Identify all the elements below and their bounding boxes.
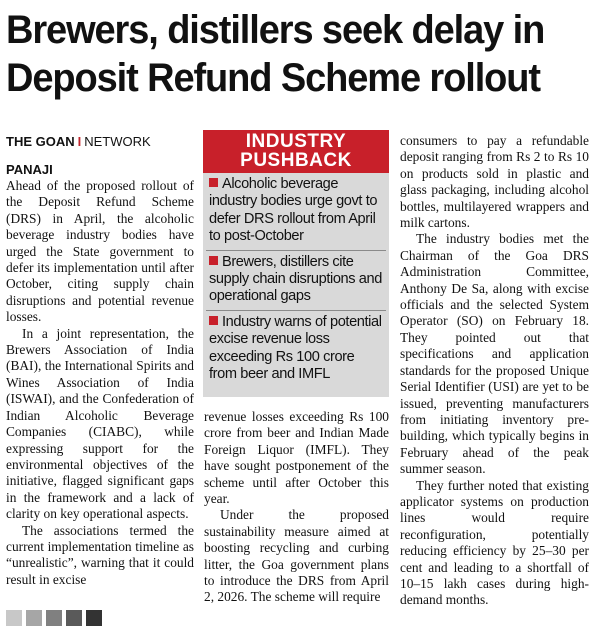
paragraph: They further noted that existing applicator systems on production lines would require reconfiguration, potentially reducing efficiency by 25–30 per cent and leading to a shortfall of 10–15 lakh cases during high-demand months. <box>400 477 589 608</box>
panel-item <box>203 251 389 310</box>
panel-item <box>203 311 389 388</box>
panel-heading-line-2: PUSHBACK <box>240 150 352 171</box>
panel-heading-line-1: INDUSTRY <box>245 131 347 152</box>
panel-item-text: Industry warns of potential excise revenue loss exceeding Rs 100 crore from beer and IMFL <box>209 313 382 383</box>
color-swatch <box>26 610 42 626</box>
byline-separator: I <box>77 134 82 149</box>
headline-line-2: Deposit Refund Scheme rollout <box>6 56 540 101</box>
square-bullet-icon <box>209 178 218 187</box>
industry-pushback-panel <box>203 130 389 397</box>
byline <box>6 134 151 150</box>
panel-item-text: Alcoholic beverage industry bodies urge govt to defer DRS rollout from April to post-October <box>209 176 378 245</box>
headline-line-1: Brewers, distillers seek delay in <box>6 8 545 53</box>
paragraph: The industry bodies met the Chairman of the Goa DRS Administration Committee, Anthony De Sa, along with excise officials and the selected System Operator (SO) on February 18. They pointed out that specifications and application standards for the proposed Unique Serial Identifier (USI) are yet to be issued, preventing manufacturers from initiating inventory pre-building, which typically begins in February ahead of the peak summer season. <box>400 231 589 477</box>
panel-heading <box>203 130 389 173</box>
square-bullet-icon <box>209 256 218 265</box>
paragraph: The associations termed the current implementation timeline as “unrealistic”, warning that it could result in excise <box>6 522 194 587</box>
article-column-3 <box>400 133 589 609</box>
panel-item-text: Brewers, distillers cite supply chain disruptions and operational gaps <box>209 253 382 305</box>
paragraph: revenue losses exceeding Rs 100 crore from beer and Indian Made Foreign Liquor (IMFL). They have sought postponement of the scheme until after October this year. <box>204 409 389 507</box>
article-column-2 <box>204 409 389 606</box>
square-bullet-icon <box>209 316 218 325</box>
paragraph: Ahead of the proposed rollout of the Deposit Refund Scheme (DRS) in April, the alcoholic beverage industry bodies have urged the State government to defer its implementation until after October, citing supply chain disruptions and potential revenue losses. <box>6 178 194 325</box>
color-swatch <box>6 610 22 626</box>
color-swatch <box>46 610 62 626</box>
publication-name: THE GOAN <box>6 134 75 149</box>
color-swatch <box>86 610 102 626</box>
headline <box>6 6 596 103</box>
paragraph: Under the proposed sustainability measure aimed at boosting recycling and curbing litter, the Goa government plans to introduce the DRS from April 2, 2026. The scheme will require <box>204 507 389 605</box>
color-swatch <box>66 610 82 626</box>
dateline: PANAJI <box>6 162 53 177</box>
paragraph: In a joint representation, the Brewers Association of India (BAI), the International Spirits and Wines Association of India (ISWAI), and the Confederation of Indian Alcoholic Beverage Companies (CIABC), while expressing support for the environmental objectives of the initiative, flagged significant gaps in the framework and a lack of clarity on key operational aspects. <box>6 325 194 522</box>
paragraph: consumers to pay a refundable deposit ranging from Rs 2 to Rs 10 on products sold in plastic and glass packaging, including alcohol bottles, multilayered wrappers and milk cartons. <box>400 133 589 231</box>
panel-item <box>203 173 389 250</box>
article-column-1 <box>6 178 194 588</box>
byline-network: NETWORK <box>84 134 151 149</box>
